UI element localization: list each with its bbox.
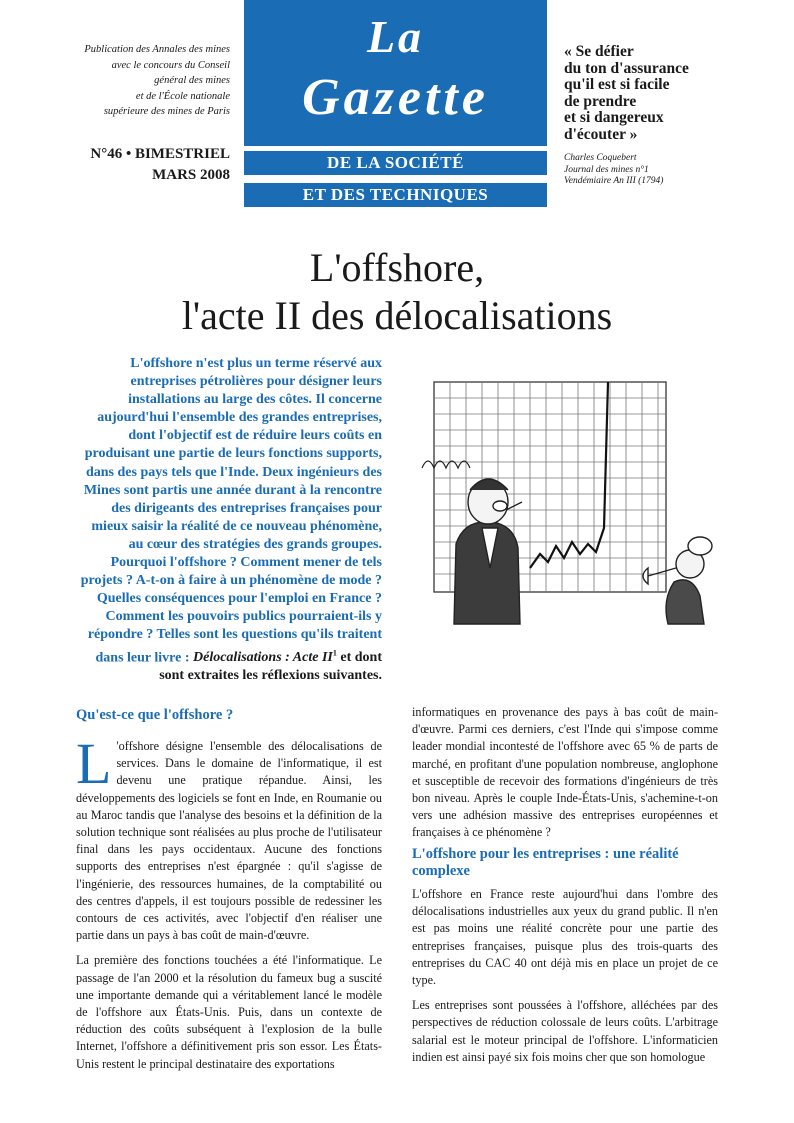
- masthead-subtitle-2: ET DES TECHNIQUES: [244, 183, 547, 207]
- publisher-info: [52, 42, 230, 120]
- lede-text: L'offshore n'est plus un terme réservé aux entreprises pétrolières pour désigner leurs installations au large des côtes. Il concerne aujourd'hui l'ensemble des grandes entreprises, dont l'objectif est de réduire leurs coûts en produisant une partie de leurs fonctions supports, dans des pays tels que l'Inde. Deux ingénieurs des Mines sont partis une année durant à la rencontre des dirigeants des entreprises françaises pour mieux saisir la réalité de ce nouveau phénomène, au cœur des stratégies des grands groupes. Pourquoi l'offshore ? Comment mener de tels projets ? A-t-on à faire à un phénomène de mode ? Quelles conséquences pour l'emploi en France ? Comment les pouvoirs publics pourraient-ils y répondre ? Telles sont les questions qu'ils traitent dans leur livre :: [80, 356, 382, 666]
- masthead-gazette: Gazette: [302, 69, 489, 126]
- book-title: Délocalisations : Acte II: [193, 650, 333, 666]
- headline-line-2: l'acte II des délocalisations: [181, 293, 613, 338]
- footnote-marker: 1: [332, 648, 337, 658]
- issue-date: MARS 2008: [152, 167, 230, 183]
- trumpeter-figure: [643, 537, 712, 624]
- publisher-line: général des mines: [154, 75, 230, 86]
- publisher-line: avec le concours du Conseil: [111, 59, 230, 71]
- quote-line: « Se défier: [564, 43, 634, 60]
- attribution-line: Vendémiaire An III (1794): [564, 176, 664, 186]
- quote-line: et si dangereux: [564, 109, 664, 126]
- attribution-line: Charles Coquebert: [564, 153, 637, 163]
- publisher-line: supérieure des mines de Paris: [103, 106, 230, 117]
- quote-line: de prendre: [564, 92, 637, 110]
- businessman-figure: [454, 479, 522, 624]
- paragraph: Les entreprises sont poussées à l'offshore, alléchées par des perspectives de réduction colossale de leurs coûts. L'arbitrage salarial est le moteur principal de l'offshore. L'informaticien indien est ainsi payé six fois moins cher que son homologue: [412, 998, 718, 1064]
- article-lede: [74, 355, 382, 685]
- paragraph: informatiques en provenance des pays à bas coût de main-d'œuvre. Parmi ces derniers, c'est l'Inde qui s'impose comme leader mondial incontesté de l'offshore avec 65 % de parts de marché, en profitant d'une population nombreuse, anglophone et susceptible de recevoir des formations d'ingénieurs de très bon niveau. Après le couple Inde-États-Unis, s'achemine-t-on vers une adhésion massive des entreprises européennes et françaises à ce phénomène ?: [412, 705, 718, 840]
- issue-info: [52, 144, 230, 186]
- headline-line-1: L'offshore,: [309, 245, 485, 290]
- publisher-line: Publication des Annales des mines: [84, 44, 230, 55]
- quote-attribution: [564, 153, 764, 188]
- cartoon-illustration: [410, 378, 720, 632]
- section-heading: Qu'est-ce que l'offshore ?: [76, 707, 234, 723]
- masthead-subtitle-1: DE LA SOCIÉTÉ: [244, 151, 547, 175]
- article-column-1: [76, 731, 382, 1081]
- paragraph: La première des fonctions touchées a été l'informatique. Le passage de l'an 2000 et la résolution du fameux bug a suscité une importante demande qui a véritablement lancé le modèle de l'offshore aux États-Unis. Puis, dans un contexte de réduction des coûts subséquent à l'explosion de la bulle Internet, l'offshore a définitivement pris son essor. Les États-Unis restent le principal destinataire des exportations: [76, 953, 382, 1071]
- section-heading: L'offshore pour les entreprises : une réalité complexe: [412, 846, 679, 879]
- drop-cap: L: [76, 731, 112, 796]
- masthead-logo: [244, 0, 547, 146]
- article-headline: [60, 244, 734, 340]
- lede-end: et dont sont extraites les réflexions suivantes.: [159, 650, 382, 684]
- masthead-la: La: [366, 11, 425, 62]
- article-column-3: [412, 886, 718, 1074]
- article-column-2: [412, 704, 718, 850]
- quote-line: du ton d'assurance: [564, 59, 689, 77]
- epigraph-quote: [564, 44, 754, 143]
- paragraph: L'offshore en France reste aujourd'hui dans l'ombre des délocalisations industrielles aux yeux du grand public. Il n'en est pas moins une réalité concrète pour une partie des entreprises françaises, puisque plus des trois-quarts des entreprises du CAC 40 ont déjà mis en place un projet de ce type.: [412, 887, 718, 988]
- quote-line: qu'il est si facile: [564, 76, 670, 93]
- paragraph: L 'offshore désigne l'ensemble des délocalisations de services. Dans le domaine de l'informatique, il est devenu une pratique répandue. Ainsi, les développements des logiciels se font en Inde, en Roumanie ou au Maroc tandis que l'analyse des besoins et la définition de la solution technique sont réalisées au plus proche de l'utilisateur final dans les pays occidentaux. Aucune des fonctions supports des entreprises n'est épargnée : qu'il s'agisse de l'ingénierie, des ressources humaines, de la comptabilité ou des centres d'appels, il est toujours possible de redessiner les contours de ces activités, avec l'objectif d'en réaliser une partie dans un pays à bas coût de main-d'œuvre.: [76, 731, 382, 943]
- attribution-line: Journal des mines n°1: [564, 164, 649, 175]
- issue-number: N°46 • BIMESTRIEL: [90, 146, 230, 162]
- publisher-line: et de l'École nationale: [135, 90, 230, 102]
- quote-line: d'écouter »: [564, 125, 638, 143]
- cartoon-trend-line: [530, 382, 608, 568]
